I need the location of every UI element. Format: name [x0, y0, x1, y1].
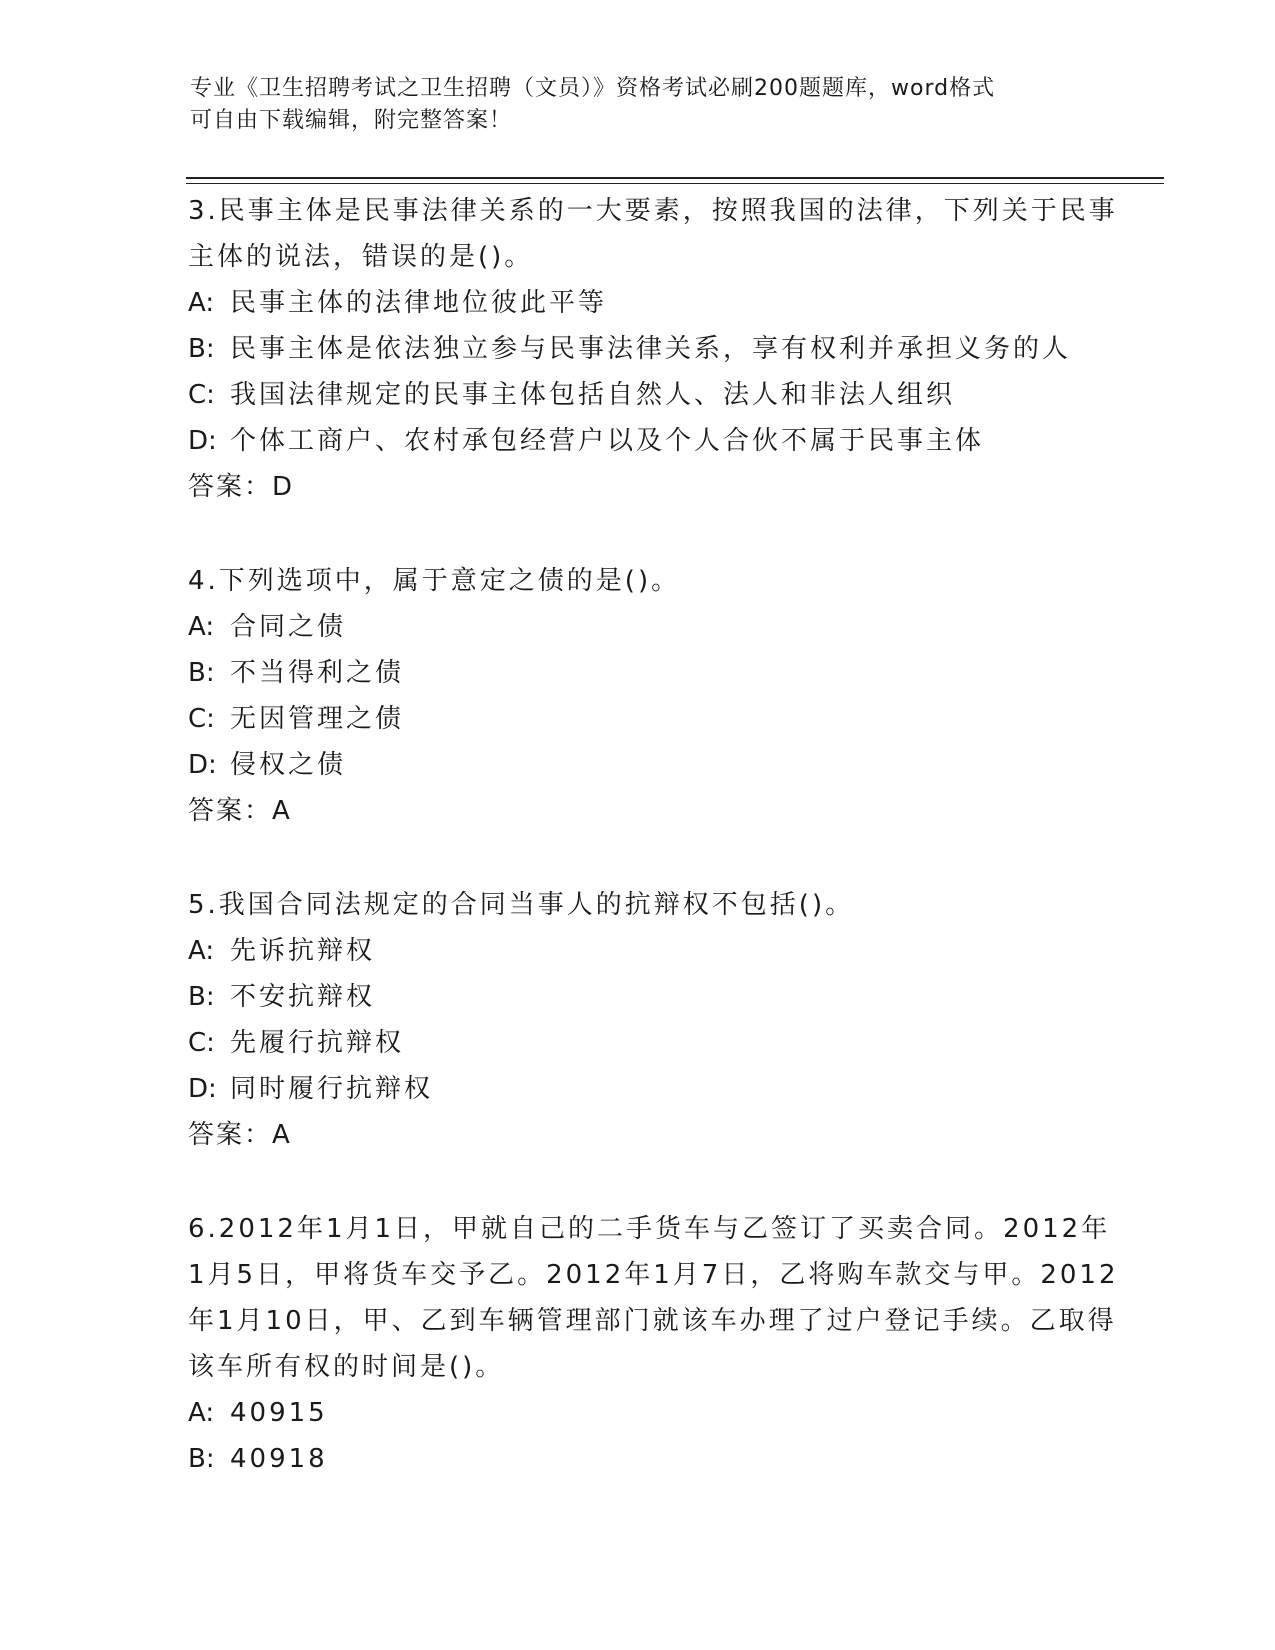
- option-letter: D:: [188, 426, 217, 456]
- option-text: 先履行抗辩权: [230, 1028, 405, 1058]
- answer-line: [188, 464, 1128, 510]
- question-stem: 5.我国合同法规定的合同当事人的抗辩权不包括()。: [188, 890, 855, 920]
- option-d: [188, 418, 1128, 464]
- option-a: [188, 604, 1128, 650]
- question-list: [188, 188, 1128, 1530]
- option-letter: C:: [188, 380, 215, 410]
- option-letter: C:: [188, 1028, 215, 1058]
- option-text: 无因管理之债: [230, 704, 405, 734]
- option-text: 40918: [230, 1444, 328, 1474]
- option-a: [188, 280, 1128, 326]
- option-d: [188, 742, 1128, 788]
- option-text: 我国法律规定的民事主体包括自然人、法人和非法人组织: [230, 380, 956, 410]
- option-letter: C:: [188, 704, 215, 734]
- option-letter: A:: [188, 936, 215, 966]
- header-line-1: 专业《卫生招聘考试之卫生招聘（文员）》资格考试必刷200题题库，word格式: [190, 76, 996, 101]
- option-text: 不当得利之债: [230, 658, 405, 688]
- option-letter: A:: [188, 288, 215, 318]
- question-3: [188, 188, 1128, 510]
- option-letter: B:: [188, 982, 215, 1012]
- answer-line: [188, 788, 1128, 834]
- answer-label: 答案：: [188, 796, 273, 826]
- option-text: 个体工商户、农村承包经营户以及个人合伙不属于民事主体: [230, 426, 985, 456]
- answer-label: 答案：: [188, 472, 273, 502]
- answer-value: A: [272, 1120, 291, 1150]
- option-text: 先诉抗辩权: [230, 936, 376, 966]
- option-a: [188, 1390, 1128, 1436]
- option-d: [188, 1066, 1128, 1112]
- option-letter: A:: [188, 1398, 215, 1428]
- answer-value: D: [272, 472, 294, 502]
- question-4: [188, 558, 1128, 834]
- question-6: [188, 1206, 1128, 1482]
- option-text: 民事主体的法律地位彼此平等: [230, 288, 608, 318]
- header-divider: [186, 177, 1164, 179]
- option-text: 合同之债: [230, 612, 347, 642]
- option-letter: A:: [188, 612, 215, 642]
- option-b: [188, 974, 1128, 1020]
- header-divider-thin: [186, 183, 1164, 184]
- header-line-2: 可自由下载编辑，附完整答案！: [190, 108, 513, 133]
- option-text: 同时履行抗辩权: [230, 1074, 434, 1104]
- option-c: [188, 696, 1128, 742]
- option-letter: B:: [188, 1444, 215, 1474]
- option-letter: D:: [188, 1074, 217, 1104]
- answer-line: [188, 1112, 1128, 1158]
- option-b: [188, 1436, 1128, 1482]
- question-stem: 4.下列选项中，属于意定之债的是()。: [188, 566, 681, 596]
- option-a: [188, 928, 1128, 974]
- question-stem: 3.民事主体是民事法律关系的一大要素，按照我国的法律，下列关于民事主体的说法，错误的是()。: [188, 196, 1118, 272]
- option-text: 侵权之债: [230, 750, 347, 780]
- document-header: [190, 73, 1090, 137]
- question-stem: 6.2012年1月1日，甲就自己的二手货车与乙签订了买卖合同。2012年1月5日，甲将货车交予乙。2012年1月7日，乙将购车款交与甲。2012年1月10日，甲、乙到车辆管理部门就该车办理了过户登记手续。乙取得该车所有权的时间是()。: [188, 1214, 1119, 1382]
- option-letter: B:: [188, 658, 215, 688]
- option-b: [188, 326, 1128, 372]
- question-5: [188, 882, 1128, 1158]
- answer-value: A: [272, 796, 291, 826]
- option-text: 不安抗辩权: [230, 982, 376, 1012]
- option-b: [188, 650, 1128, 696]
- option-letter: D:: [188, 750, 217, 780]
- option-text: 40915: [230, 1398, 328, 1428]
- option-letter: B:: [188, 334, 215, 364]
- answer-label: 答案：: [188, 1120, 273, 1150]
- option-c: [188, 1020, 1128, 1066]
- option-c: [188, 372, 1128, 418]
- option-text: 民事主体是依法独立参与民事法律关系，享有权利并承担义务的人: [230, 334, 1072, 364]
